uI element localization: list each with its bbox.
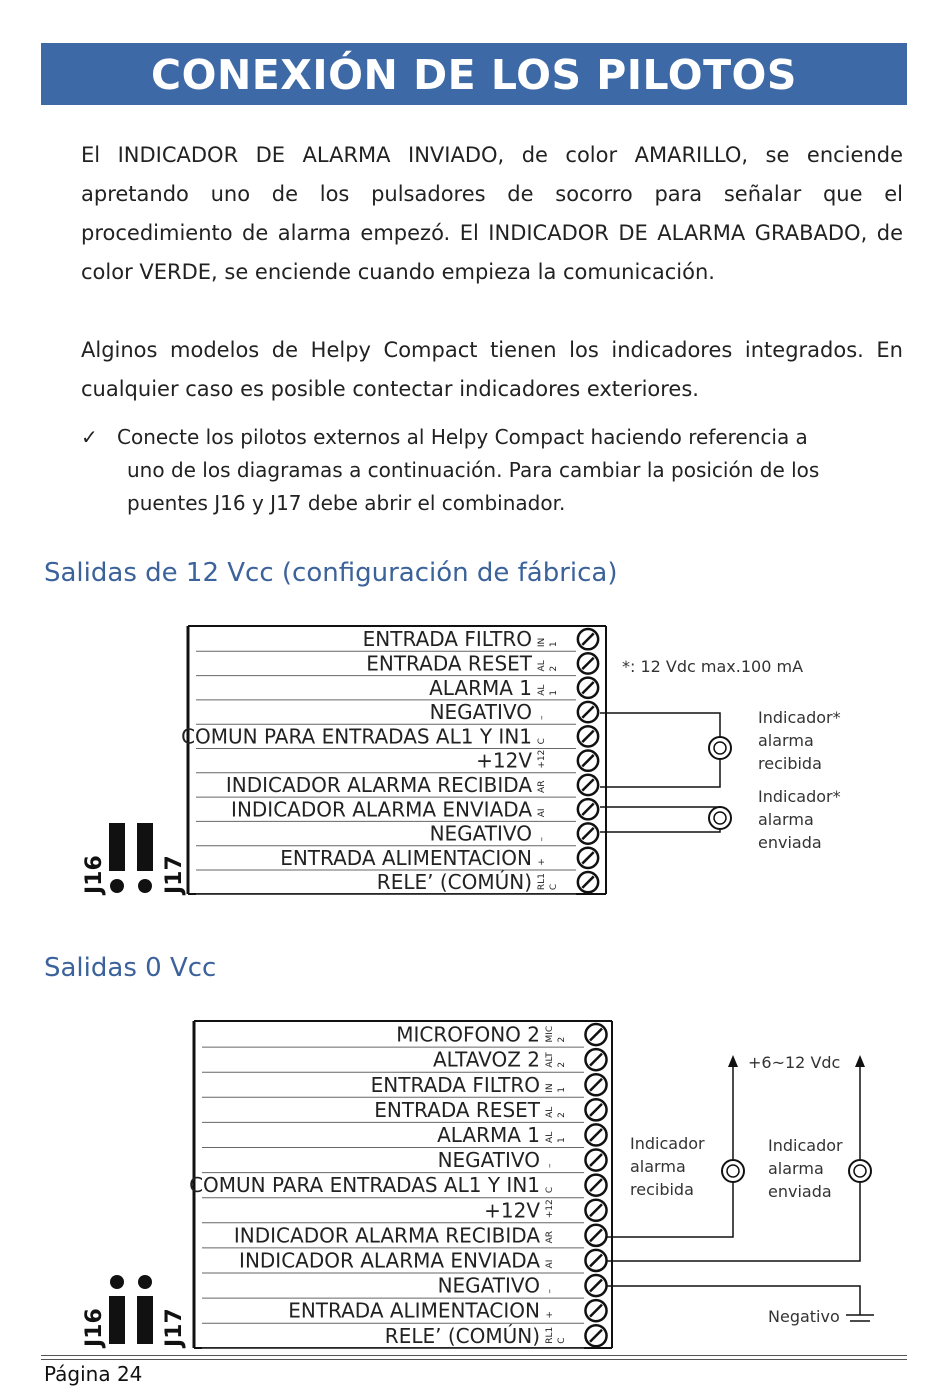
screw-terminal xyxy=(578,678,598,698)
check-icon: ✓ xyxy=(81,425,98,449)
j17-label: J17 xyxy=(162,855,187,894)
terminal-label: MICROFONO 2 xyxy=(396,1022,540,1047)
terminal-label: NEGATIVO xyxy=(429,821,532,846)
terminal-label: ENTRADA RESET xyxy=(374,1097,540,1122)
instruction-bullet xyxy=(81,421,881,520)
terminal-code: 1 xyxy=(549,641,559,648)
terminal-code: 1 xyxy=(557,1137,567,1143)
terminal-label: INDICADOR ALARMA ENVIADA xyxy=(239,1248,540,1273)
terminal-code: RL1 xyxy=(545,1326,555,1344)
indicator-sent-lamp xyxy=(849,1160,871,1182)
terminal-code: + xyxy=(545,1311,555,1319)
terminal-label: COMUN PARA ENTRADAS AL1 Y IN1 xyxy=(181,724,532,749)
title-banner xyxy=(41,43,907,105)
ind-sent-line2: alarma xyxy=(758,810,814,829)
indicator-received-lamp xyxy=(722,1160,744,1182)
terminal-code: ALT xyxy=(545,1052,555,1068)
screw-terminal xyxy=(585,1049,606,1070)
ind-received-line3: recibida xyxy=(758,754,822,773)
terminal-code: – xyxy=(545,1289,555,1294)
screw-terminal xyxy=(578,726,598,746)
screw-terminal xyxy=(578,775,598,795)
terminal-label: ENTRADA ALIMENTACION xyxy=(288,1298,540,1323)
terminal-label: INDICADOR ALARMA ENVIADA xyxy=(231,797,532,822)
ind-received-line2: alarma xyxy=(630,1157,686,1176)
models-paragraph: Alginos modelos de Helpy Compact tienen los indicadores integrados. En cualquier caso es posible contectar indicadores exteriores. xyxy=(81,338,903,401)
terminal-code: 2 xyxy=(557,1036,567,1043)
terminal-code: 1 xyxy=(549,690,559,696)
ind-received-line1: Indicador* xyxy=(758,708,841,727)
bullet-line-1: Conecte los pilotos externos al Helpy Compact haciendo referencia a xyxy=(117,425,808,449)
terminal-label: NEGATIVO xyxy=(429,700,532,725)
terminal-code: AL xyxy=(537,660,547,672)
screw-terminal xyxy=(578,751,598,771)
terminal-code: AR xyxy=(545,1230,555,1244)
screw-terminal xyxy=(578,653,598,673)
terminal-code: +12 xyxy=(537,749,547,769)
terminal-code: C xyxy=(545,1186,555,1194)
indicator-received-lamp xyxy=(709,737,731,759)
terminal-label: NEGATIVO xyxy=(437,1273,540,1298)
ind-sent-line2: alarma xyxy=(768,1159,824,1178)
terminal-code: C xyxy=(549,883,559,891)
terminal-label: ENTRADA ALIMENTACION xyxy=(280,845,532,870)
page-number: Página 24 xyxy=(44,1362,143,1386)
screw-terminal xyxy=(578,629,598,649)
screw-terminal xyxy=(578,848,598,868)
screw-terminal xyxy=(585,1150,606,1171)
ind-sent-line3: enviada xyxy=(758,833,822,852)
terminal-code: +12 xyxy=(545,1199,555,1219)
terminal-code: – xyxy=(537,715,547,721)
negative-label: Negativo xyxy=(768,1307,840,1326)
terminal-label: COMUN PARA ENTRADAS AL1 Y IN1 xyxy=(189,1173,540,1198)
terminal-code: 2 xyxy=(549,665,559,672)
terminal-code: RL1 xyxy=(537,873,547,891)
terminal-code: AL xyxy=(545,1106,555,1118)
screw-terminal xyxy=(585,1124,606,1145)
ind-sent-line1: Indicador* xyxy=(758,787,841,806)
j16-label: J16 xyxy=(82,1308,107,1347)
ind-received-line2: alarma xyxy=(758,731,814,750)
intro-paragraph: El INDICADOR DE ALARMA INVIADO, de color AMARILLO, se enciende apretando uno de los pulsadores de socorro para señalar que el procedimiento de alarma empezó. El INDICADOR DE ALARMA GRABADO, de color VERDE, se enciende cuando empieza la comunicación. xyxy=(81,143,903,284)
terminal-code: – xyxy=(537,837,547,842)
terminal-label: ALARMA 1 xyxy=(437,1122,540,1147)
terminal-label: INDICADOR ALARMA RECIBIDA xyxy=(225,772,532,797)
screw-terminal xyxy=(578,823,598,843)
bullet-line-3: puentes J16 y J17 debe abrir el combinador. xyxy=(127,491,566,515)
terminal-label: INDICADOR ALARMA RECIBIDA xyxy=(233,1223,540,1248)
screw-terminal xyxy=(585,1099,606,1120)
terminal-label: NEGATIVO xyxy=(437,1148,540,1173)
terminal-code: IN xyxy=(537,637,547,648)
terminal-label: ALARMA 1 xyxy=(429,675,532,700)
terminal-code: C xyxy=(557,1337,567,1344)
footer-rule xyxy=(41,1355,907,1356)
ind-received-line1: Indicador xyxy=(630,1134,705,1153)
wiring-diagram-12vcc xyxy=(0,620,950,900)
screw-terminal xyxy=(585,1200,606,1221)
section-heading-0vcc: Salidas 0 Vcc xyxy=(44,953,217,983)
screw-terminal xyxy=(578,702,598,722)
terminal-code: 2 xyxy=(557,1061,567,1068)
terminal-code: AL xyxy=(537,684,547,696)
jumper-j16-j17 xyxy=(82,1275,187,1349)
terminal-code: C xyxy=(537,738,547,745)
terminal-label: +12V xyxy=(476,748,532,773)
terminal-label: RELE’ (COMÚN) xyxy=(384,1323,540,1348)
terminal-code: MIC xyxy=(545,1025,555,1043)
screw-terminal xyxy=(585,1225,606,1246)
section-heading-12vcc: Salidas de 12 Vcc (configuración de fábrica) xyxy=(44,558,618,588)
screw-terminal xyxy=(585,1325,606,1346)
screw-terminal xyxy=(578,799,598,819)
supply-label: +6~12 Vdc xyxy=(748,1053,841,1072)
terminal-label: RELE’ (COMÚN) xyxy=(376,870,532,895)
wires xyxy=(600,713,720,832)
footer-rule-thin xyxy=(41,1359,907,1360)
bullet-line-2: uno de los diagramas a continuación. Para cambiar la posición de los xyxy=(127,458,820,482)
max-current-note: *: 12 Vdc max.100 mA xyxy=(622,657,804,676)
terminal-code: + xyxy=(537,858,547,866)
page-title: CONEXIÓN DE LOS PILOTOS xyxy=(151,51,797,99)
ind-sent-line1: Indicador xyxy=(768,1136,843,1155)
terminal-label: ENTRADA FILTRO xyxy=(370,1072,540,1097)
terminal-code: AL xyxy=(545,1131,555,1143)
terminal-code: AI xyxy=(545,1259,555,1269)
ind-sent-line3: enviada xyxy=(768,1182,832,1201)
terminal-code: AI xyxy=(537,808,547,818)
j16-label: J16 xyxy=(82,855,107,894)
indicator-sent-lamp xyxy=(709,807,731,829)
terminal-code: 1 xyxy=(557,1087,567,1093)
jumper-j16-j17 xyxy=(82,823,187,896)
ind-received-line3: recibida xyxy=(630,1180,694,1199)
terminal-code: – xyxy=(545,1163,555,1169)
terminal-label: ENTRADA RESET xyxy=(366,651,532,676)
terminal-label: ENTRADA FILTRO xyxy=(362,627,532,652)
screw-terminal xyxy=(585,1300,606,1321)
screw-terminal xyxy=(585,1275,606,1296)
screw-terminal xyxy=(585,1250,606,1271)
terminal-code: IN xyxy=(545,1083,555,1093)
screw-terminal xyxy=(585,1175,606,1196)
terminal-code: AR xyxy=(537,780,547,793)
screw-terminal xyxy=(585,1074,606,1095)
wiring-diagram-0vcc xyxy=(0,1015,950,1355)
terminal-label: +12V xyxy=(484,1198,540,1223)
screw-terminal xyxy=(578,872,598,892)
terminal-label: ALTAVOZ 2 xyxy=(433,1047,540,1072)
screw-terminal xyxy=(585,1024,606,1045)
j17-label: J17 xyxy=(162,1308,187,1347)
terminal-code: 2 xyxy=(557,1112,567,1118)
